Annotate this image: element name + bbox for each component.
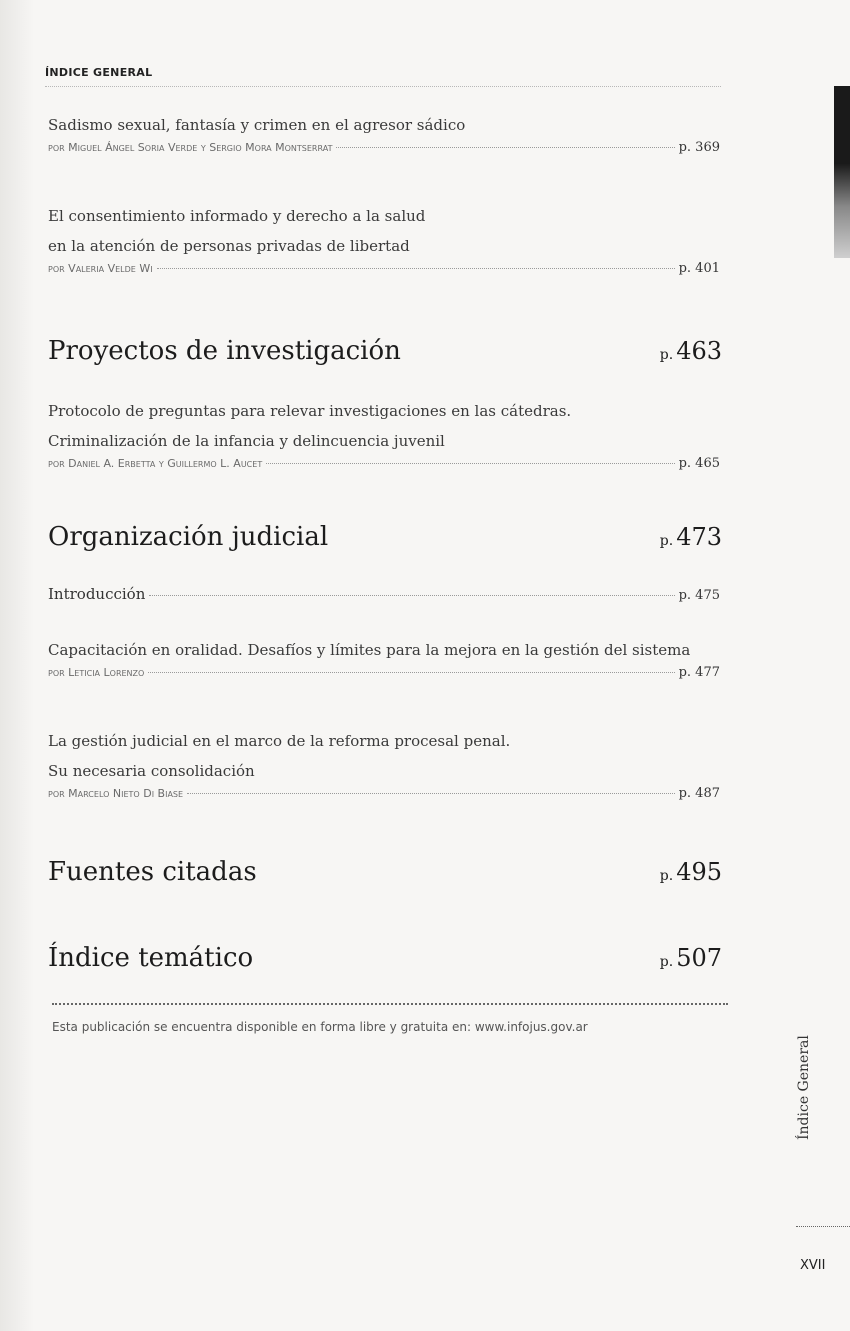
entry-title: Sadismo sexual, fantasía y crimen en el agresor sádico [48, 116, 466, 134]
dot-leader [187, 792, 675, 794]
dot-leader [266, 462, 674, 464]
entry-page: p. 477 [678, 665, 720, 680]
section-title: Organización judicial [48, 522, 329, 552]
entry-title: Introducción [48, 585, 146, 603]
entry-page: p. 475 [678, 588, 720, 603]
page-gutter-shadow [0, 0, 34, 1331]
toc-entry[interactable] [48, 201, 720, 283]
running-header: ÍNDICE GENERAL [45, 66, 153, 79]
header-divider [45, 86, 721, 87]
toc-entry[interactable] [48, 635, 720, 687]
footer-divider [52, 1003, 728, 1005]
entry-author: por Marcelo Nieto Di Biase [48, 787, 184, 800]
section-page: p. 463 [659, 337, 722, 365]
entry-title: Capacitación en oralidad. Desafíos y límites para la mejora en la gestión del sistema [48, 641, 691, 659]
side-section-label: Índice General [796, 1035, 812, 1140]
entry-page: p. 401 [678, 261, 720, 276]
entry-author: por Leticia Lorenzo [48, 666, 145, 679]
entry-page: p. 487 [678, 786, 720, 801]
entry-author: por Miguel Ángel Soria Verde y Sergio Mora Montserrat [48, 141, 333, 154]
dot-leader [336, 146, 674, 148]
section-title: Índice temático [48, 943, 254, 973]
edge-thumb-tab [834, 86, 850, 258]
toc-entry[interactable] [48, 585, 720, 603]
entry-title: en la atención de personas privadas de libertad [48, 237, 410, 255]
entry-author: por Daniel A. Erbetta y Guillermo L. Aucet [48, 457, 263, 470]
entry-author: por Valeria Velde Wi [48, 262, 153, 275]
page-number: XVII [800, 1258, 826, 1273]
section-page: p. 495 [659, 858, 722, 886]
dot-leader [148, 671, 674, 673]
entry-title: El consentimiento informado y derecho a la salud [48, 207, 426, 225]
section-title: Fuentes citadas [48, 857, 257, 887]
toc-section[interactable] [48, 336, 722, 366]
entry-title: Protocolo de preguntas para relevar investigaciones en las cátedras. [48, 402, 572, 420]
entry-title: La gestión judicial en el marco de la reforma procesal penal. [48, 732, 511, 750]
toc-section[interactable] [48, 857, 722, 887]
side-divider [796, 1226, 850, 1227]
entry-title: Criminalización de la infancia y delincuencia juvenil [48, 432, 445, 450]
toc-entry[interactable] [48, 726, 720, 808]
toc-section[interactable] [48, 522, 722, 552]
dot-leader [149, 594, 674, 596]
toc-section[interactable] [48, 943, 722, 973]
section-page: p. 507 [659, 944, 722, 972]
entry-page: p. 465 [678, 456, 720, 471]
footer-note: Esta publicación se encuentra disponible en forma libre y gratuita en: www.infojus.gov.ar [52, 1020, 588, 1034]
entry-title: Su necesaria consolidación [48, 762, 255, 780]
section-title: Proyectos de investigación [48, 336, 401, 366]
dot-leader [157, 267, 675, 269]
entry-page: p. 369 [678, 140, 720, 155]
toc-entry[interactable] [48, 396, 720, 478]
toc-entry[interactable] [48, 110, 720, 162]
section-page: p. 473 [659, 523, 722, 551]
